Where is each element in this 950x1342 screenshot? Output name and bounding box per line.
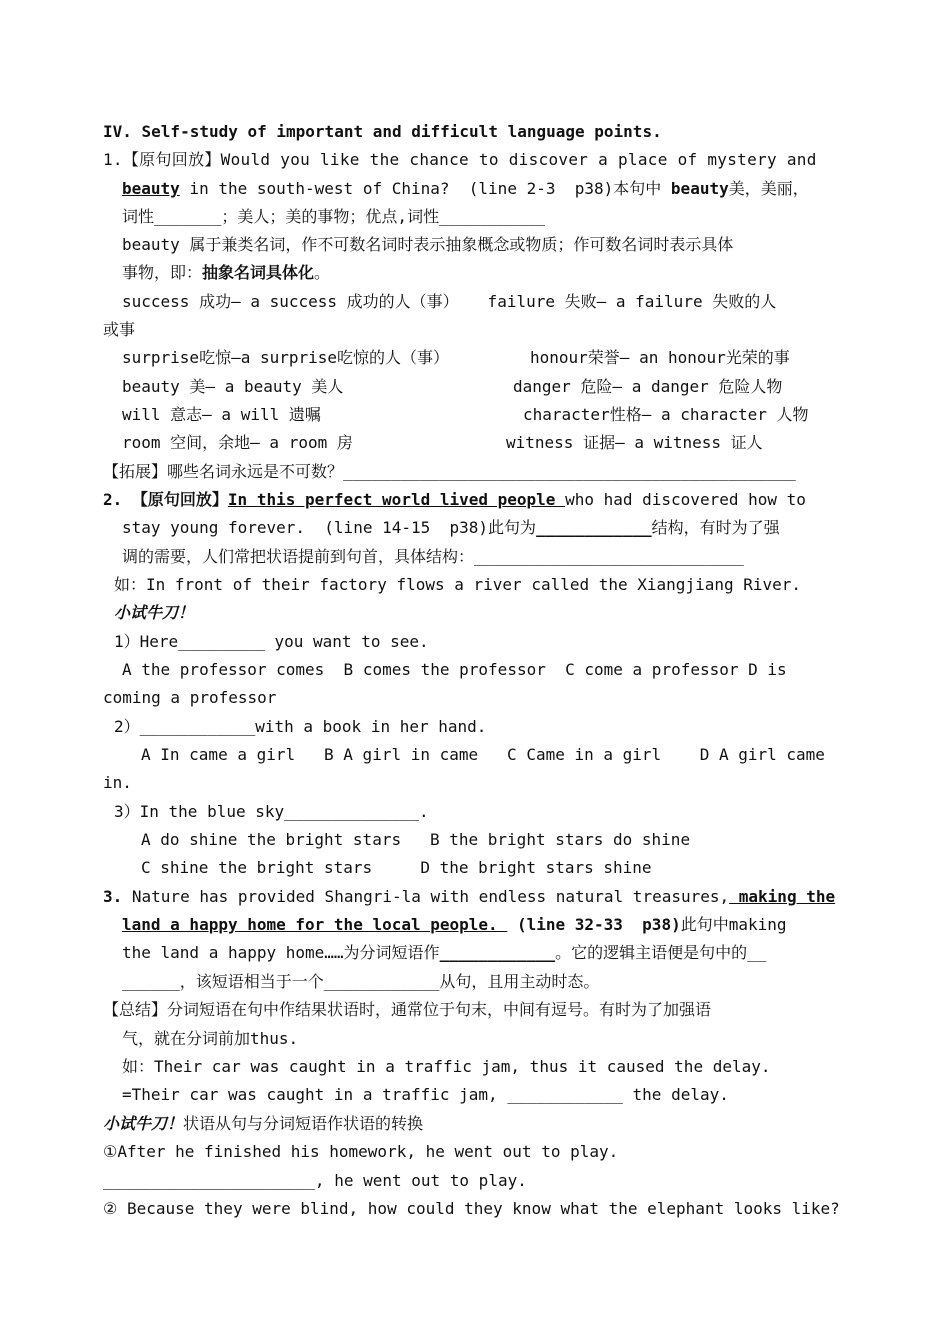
- item-1-line-4: beauty 属于兼类名词，作不可数名词时表示抽象概念或物质；作可数名词时表示具体: [122, 235, 734, 254]
- noun-pair-beauty: beauty 美— a beauty 美人: [122, 377, 344, 396]
- item-1-line-5: [122, 263, 330, 283]
- summary-example: 如：Their car was caught in a traffic jam, thus it caused the delay.: [122, 1057, 771, 1076]
- question-2-options: A In came a girl B A girl in came C Came in a girl D A girl came: [141, 745, 825, 764]
- summary-line-1: 【总结】分词短语在句中作结果状语时，通常位于句末，中间有逗号。有时为了加强语: [103, 1000, 712, 1019]
- example-sentence: 如：In front of their factory flows a river called the Xiangjiang River.: [114, 575, 802, 594]
- text-span: the land a happy home……为分词短语作: [122, 943, 440, 962]
- question-1-options-cont: coming a professor: [103, 688, 277, 707]
- text-span: 美，美丽，: [728, 179, 809, 198]
- section-heading: IV. Self-study of important and difficult language points.: [103, 122, 662, 141]
- question-1: 1）Here_________ you want to see.: [114, 632, 429, 651]
- noun-pair-line-1-cont: 或事: [103, 320, 136, 339]
- text-span: 事物，即：: [122, 263, 203, 282]
- keyword-beauty: beauty: [122, 179, 180, 198]
- practice-title: 小试牛刀！: [114, 603, 195, 622]
- line-reference: (line 32-33 p38): [507, 915, 681, 934]
- noun-pair-surprise: surprise吃惊—a surprise吃惊的人（事）: [122, 348, 450, 367]
- key-phrase-cont: land a happy home for the local people.: [122, 915, 508, 934]
- question-2-options-cont: in.: [103, 773, 132, 792]
- practice-description: 状语从句与分词短语作状语的转换: [183, 1114, 424, 1133]
- keyword-beauty-bold: beauty: [670, 179, 729, 198]
- key-sentence: In this perfect world lived people: [227, 490, 566, 509]
- text-span: who had discovered how to: [565, 490, 806, 509]
- question-2: 2）____________with a book in her hand.: [114, 717, 487, 736]
- bold-phrase: 抽象名词具体化: [202, 263, 315, 282]
- noun-pair-witness: witness 证据— a witness 证人: [506, 433, 763, 452]
- summary-example-rewrite: =Their car was caught in a traffic jam, ____________ the delay.: [122, 1085, 729, 1104]
- label-original-sentence: 【原句回放】: [131, 490, 228, 509]
- question-3: 3）In the blue sky______________.: [114, 802, 429, 821]
- answer-blank: ____________: [439, 943, 556, 962]
- item-3-line-1: [103, 887, 835, 907]
- text-span: 。它的逻辑主语便是句中的__: [555, 943, 767, 962]
- item-2-line-1: [103, 490, 806, 510]
- item-3-line-4: ______，该短语相当于一个____________从句，且用主动时态。: [122, 972, 600, 991]
- practice-2-title: [103, 1114, 423, 1134]
- item-2-line-2: [122, 518, 780, 538]
- item-1-line-1: 1.【原句回放】Would you like the chance to discover a place of mystery and: [103, 150, 817, 169]
- item-1-line-3: 词性_______；美人；美的事物；优点,词性___________: [122, 207, 546, 226]
- summary-line-2: 气，就在分词前加thus.: [122, 1029, 299, 1048]
- noun-pair-will: will 意志— a will 遗嘱: [122, 405, 321, 424]
- extension-question: 【拓展】哪些名词永远是不可数？_______________________________________________: [103, 462, 796, 481]
- noun-pair-danger: danger 危险— a danger 危险人物: [513, 377, 783, 396]
- item-3-line-2: [122, 915, 787, 935]
- noun-pair-line-1: success 成功— a success 成功的人（事） failure 失败— a failure 失败的人: [122, 292, 777, 311]
- text-span: Nature has provided Shangri-la with endless natural treasures,: [122, 887, 730, 906]
- item-3-line-3: [122, 943, 766, 963]
- key-phrase: making the: [729, 887, 836, 906]
- text-span: in the south-west of China? (line 2-3 p38)本句中: [179, 179, 671, 198]
- question-1-options: A the professor comes B comes the professor C come a professor D is: [122, 660, 787, 679]
- item-number: 3.: [103, 887, 123, 906]
- item-2-line-3: 调的需要，人们常把状语提前到句首，具体结构：____________________________: [122, 547, 744, 566]
- noun-pair-character: character性格— a character 人物: [523, 405, 809, 424]
- conversion-1: ①After he finished his homework, he went out to play.: [103, 1142, 619, 1161]
- text-span: 结构，有时为了强: [651, 518, 780, 537]
- item-number: 2.: [103, 490, 132, 509]
- text-span: 。: [314, 263, 331, 282]
- question-3-options-cd: C shine the bright stars D the bright stars shine: [141, 858, 652, 877]
- question-3-options-ab: A do shine the bright stars B the bright stars do shine: [141, 830, 691, 849]
- item-1-line-2: [122, 179, 809, 199]
- noun-pair-room: room 空间，余地— a room 房: [122, 433, 353, 452]
- text-span: stay young forever. (line 14-15 p38)此句为: [122, 518, 537, 537]
- noun-pair-honour: honour荣誉— an honour光荣的事: [530, 348, 790, 367]
- conversion-1-answer: ______________________, he went out to play.: [103, 1171, 527, 1190]
- conversion-2: ② Because they were blind, how could they know what the elephant looks like?: [103, 1199, 840, 1218]
- text-span: 此句中making: [680, 915, 787, 934]
- answer-blank: ____________: [536, 518, 652, 537]
- practice-label: 小试牛刀！: [103, 1114, 184, 1133]
